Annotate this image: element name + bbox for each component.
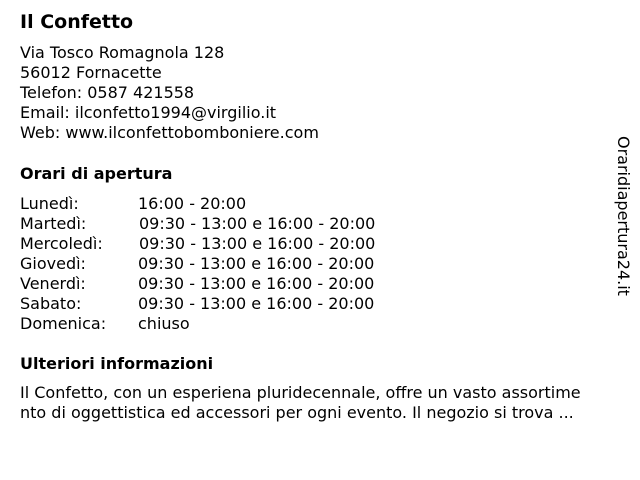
site-watermark: Oraridiapertura24.it [614,136,633,296]
hours-time: 09:30 - 13:00 e 16:00 - 20:00 [139,214,376,233]
city-line: 56012 Fornacette [20,63,162,82]
hours-time: 09:30 - 13:00 e 16:00 - 20:00 [139,234,376,253]
hours-day: Giovedì: [20,254,86,273]
hours-day: Venerdì: [20,274,86,293]
business-description [20,383,626,423]
hours-day: Mercoledì: [20,234,103,253]
description-line: nto di oggettistica ed accessori per ogni evento. Il negozio si trova ... [20,403,574,422]
hours-day: Martedì: [20,214,87,233]
business-name: Il Confetto [20,11,134,33]
web-line: Web: www.ilconfettobomboniere.com [20,123,319,142]
opening-hours-heading: Orari di apertura [20,164,173,183]
hours-day: Sabato: [20,294,82,313]
description-line: Il Confetto, con un esperiena pluridecennale, offre un vasto assortime [20,383,581,402]
contact-block [20,43,319,143]
email-line: Email: ilconfetto1994@virgilio.it [20,103,277,122]
hours-time: 09:30 - 13:00 e 16:00 - 20:00 [138,294,375,313]
phone-line: Telefon: 0587 421558 [20,83,195,102]
additional-info-heading: Ulteriori informazioni [20,354,214,373]
hours-day: Domenica: [20,314,107,333]
hours-day: Lunedì: [20,194,79,213]
hours-time: 16:00 - 20:00 [138,194,247,213]
hours-time: chiuso [138,314,190,333]
hours-time: 09:30 - 13:00 e 16:00 - 20:00 [138,254,375,273]
address-line: Via Tosco Romagnola 128 [20,43,225,62]
hours-time: 09:30 - 13:00 e 16:00 - 20:00 [138,274,375,293]
